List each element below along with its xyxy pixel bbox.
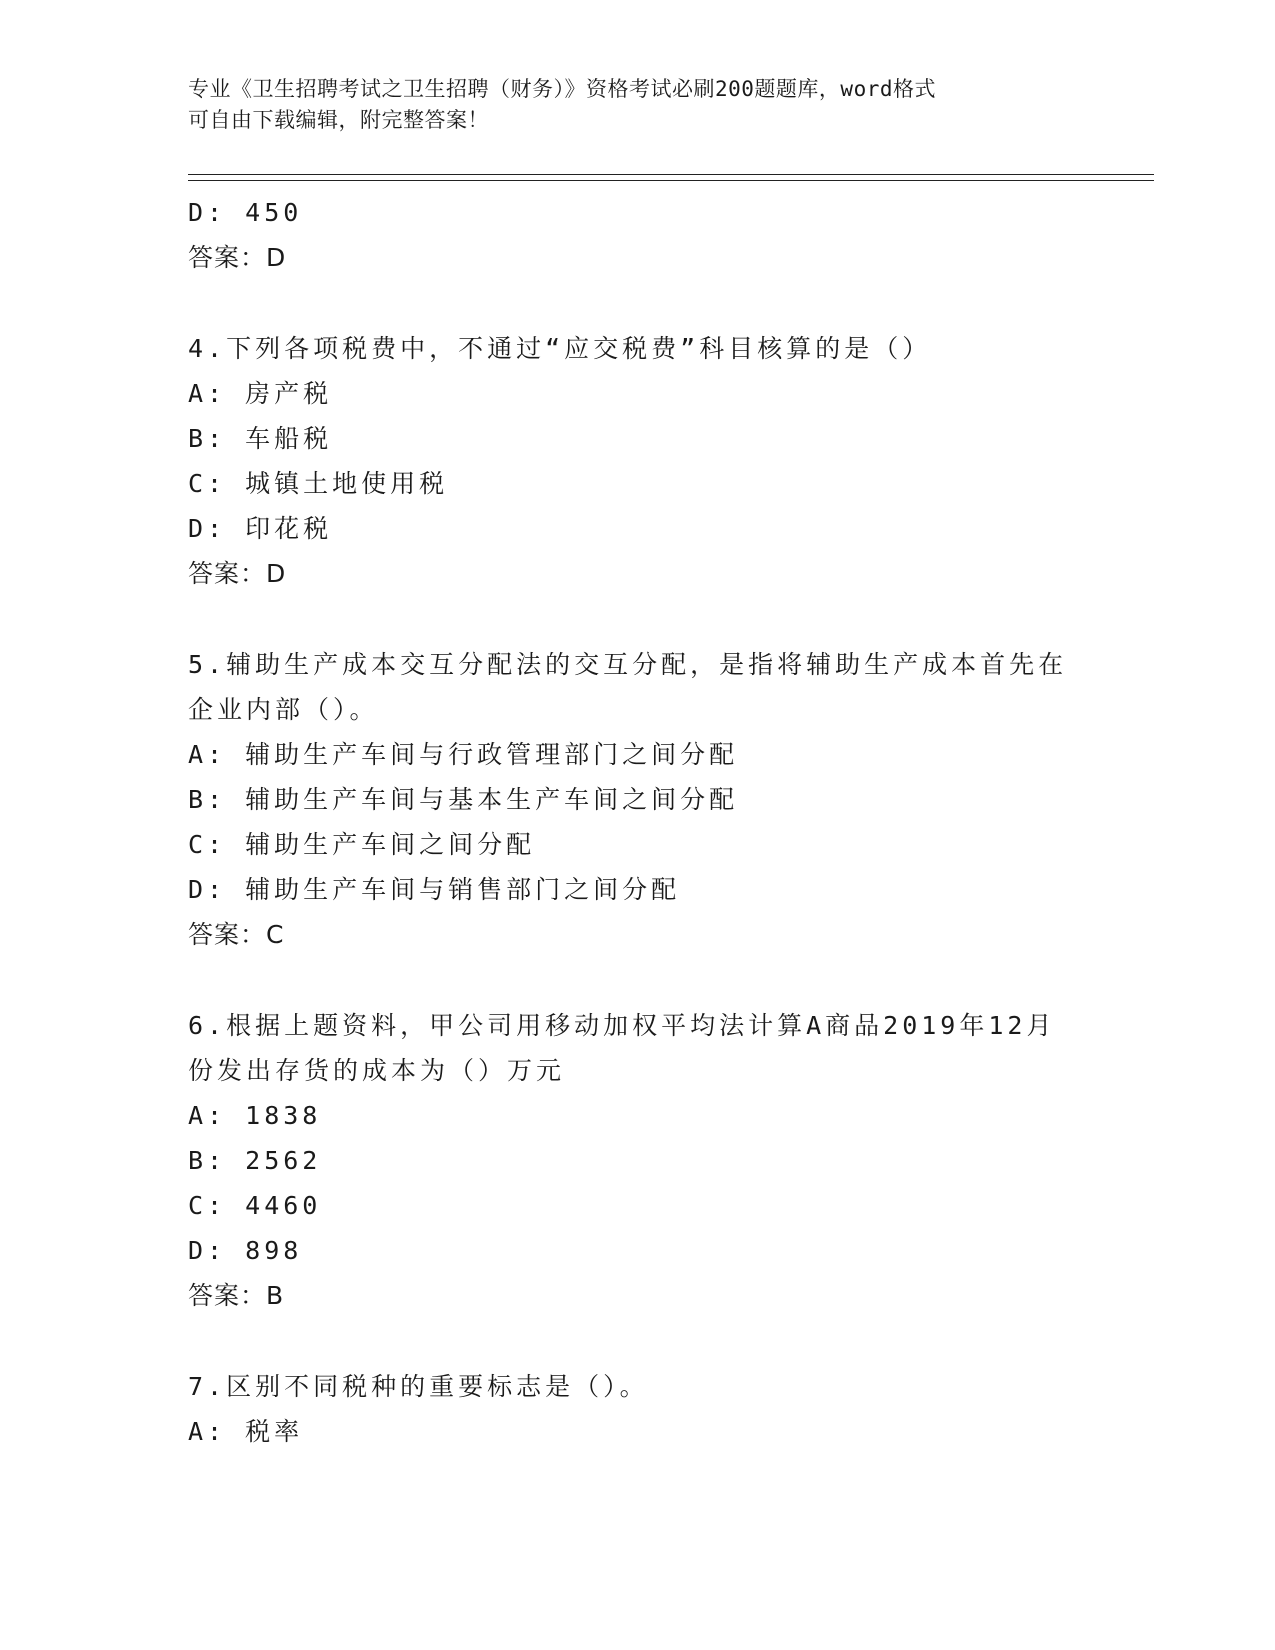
spacer — [188, 1318, 1068, 1364]
q6-option-b: B: 2562 — [188, 1146, 322, 1175]
q6-option-a: A: 1838 — [188, 1101, 322, 1130]
question-list — [188, 190, 1068, 1454]
q6-option-c: C: 4460 — [188, 1191, 322, 1220]
q5-option-c: C: 辅助生产车间之间分配 — [188, 830, 536, 859]
q3-option-d: D: 450 — [188, 198, 303, 227]
q5-question-line1: 5.辅助生产成本交互分配法的交互分配，是指将辅助生产成本首先在 — [188, 650, 1068, 679]
q4-question: 4.下列各项税费中，不通过“应交税费”科目核算的是（） — [188, 334, 932, 363]
q6-question-line1: 6.根据上题资料，甲公司用移动加权平均法计算A商品2019年12月 — [188, 1011, 1056, 1040]
question-3 — [188, 190, 1068, 280]
header-title-line1: 专业《卫生招聘考试之卫生招聘（财务）》资格考试必刷200题题库，word格式 — [188, 77, 936, 101]
spacer — [188, 596, 1068, 642]
q7-option-a: A: 税率 — [188, 1417, 304, 1446]
q4-option-d: D: 印花税 — [188, 514, 333, 543]
document-header — [188, 74, 1068, 136]
question-4 — [188, 326, 1068, 596]
question-6 — [188, 1003, 1068, 1318]
q5-option-b: B: 辅助生产车间与基本生产车间之间分配 — [188, 785, 739, 814]
question-5 — [188, 642, 1068, 957]
spacer — [188, 280, 1068, 326]
q4-option-b: B: 车船税 — [188, 424, 333, 453]
header-title-line2: 可自由下载编辑，附完整答案！ — [188, 108, 489, 132]
q5-question-line2: 企业内部（）。 — [188, 695, 379, 724]
question-7 — [188, 1364, 1068, 1454]
q5-option-a: A: 辅助生产车间与行政管理部门之间分配 — [188, 740, 739, 769]
q4-option-c: C: 城镇土地使用税 — [188, 469, 449, 498]
q7-question: 7.区别不同税种的重要标志是（）。 — [188, 1372, 649, 1401]
q5-answer: 答案：C — [188, 920, 285, 949]
q6-question-line2: 份发出存货的成本为（）万元 — [188, 1056, 566, 1085]
spacer — [188, 957, 1068, 1003]
q5-option-d: D: 辅助生产车间与销售部门之间分配 — [188, 875, 681, 904]
q4-answer: 答案：D — [188, 559, 287, 588]
q6-option-d: D: 898 — [188, 1236, 303, 1265]
header-divider-top — [188, 174, 1154, 175]
q3-answer: 答案：D — [188, 243, 287, 272]
header-divider-bottom — [188, 180, 1154, 181]
q6-answer: 答案：B — [188, 1281, 285, 1310]
q4-option-a: A: 房产税 — [188, 379, 333, 408]
